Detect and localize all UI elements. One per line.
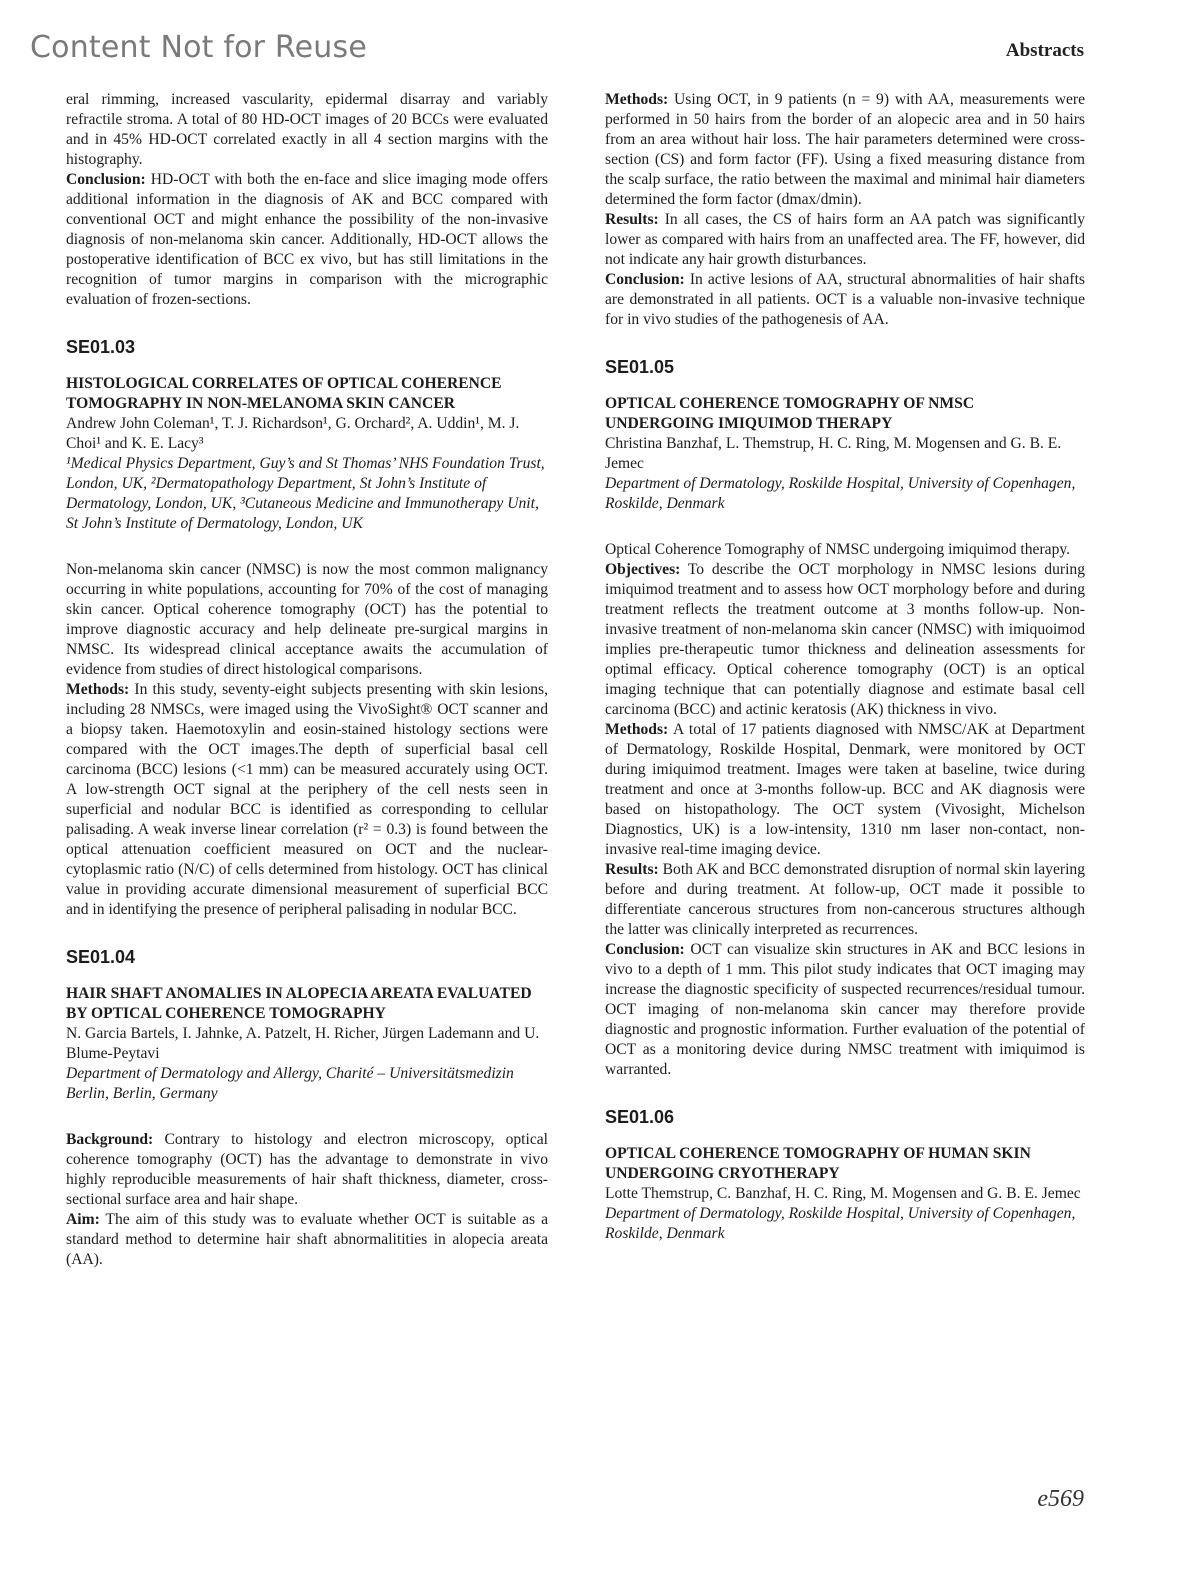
- conclusion-paragraph-se0104: [605, 270, 1085, 330]
- objectives-paragraph-se0105: [605, 560, 1085, 720]
- intro-paragraph-se0105: Optical Coherence Tomography of NMSC undergoing imiquimod therapy.: [605, 541, 1071, 558]
- results-paragraph-se0105: [605, 860, 1085, 940]
- abstract-title-se0104: HAIR SHAFT ANOMALIES IN ALOPECIA AREATA EVALUATED BY OPTICAL COHERENCE TOMOGRAPHY: [66, 985, 532, 1022]
- methods-label: Methods:: [605, 721, 669, 738]
- conclusion-label: Conclusion:: [605, 941, 685, 958]
- affiliations-se0106: Department of Dermatology, Roskilde Hospital, University of Copenhagen, Roskilde, Denmark: [605, 1205, 1076, 1242]
- conclusion-text: OCT can visualize skin structures in AK and BCC lesions in vivo to a depth of 1 mm. This pilot study indicates that OCT imaging may increase the diagnostic specificity of suspected recurrences/residual tumour. OCT imaging of non-melanoma skin cancer may therefore provide diagnostic and prognostic information. Further evaluation of the potential of OCT as a monitoring device during NMSC treatment with imiquimod is warranted.: [605, 941, 1085, 1078]
- results-text: Both AK and BCC demonstrated disruption of normal skin layering before and during treatment. At follow-up, OCT made it possible to differentiate cancerous structures from non-cancerous structures although the latter was clinically interpreted as recurrences.: [605, 861, 1085, 938]
- right-column: [605, 90, 1085, 1244]
- conclusion-label: Conclusion:: [66, 171, 146, 188]
- background-text: Contrary to histology and electron microscopy, optical coherence tomography (OCT) has the advantage to demonstrate in vivo highly reproducible measurements of hair shaft thickness, diameter, cross-sectional surface area and hair shape.: [66, 1131, 548, 1208]
- results-label: Results:: [605, 861, 659, 878]
- affiliations-se0103: ¹Medical Physics Department, Guy’s and St Thomas’ NHS Foundation Trust, London, UK, ²Dermatopathology Department, St John’s Institute of Dermatology, London, UK, ³Cutaneous Medicine and Immunotherapy Unit, St John’s Institute of Dermatology, London, UK: [66, 455, 545, 532]
- abstract-code-se0103: SE01.03: [66, 337, 136, 357]
- spacer: [605, 514, 1085, 534]
- background-label: Background:: [66, 1131, 154, 1148]
- authors-se0104: N. Garcia Bartels, I. Jahnke, A. Patzelt, H. Richer, Jürgen Lademann and U. Blume-Peytavi: [66, 1025, 540, 1062]
- left-column: [66, 90, 548, 1270]
- objectives-text: To describe the OCT morphology in NMSC lesions during imiquimod treatment and to assess how OCT morphology before and during treatment reflects the treatment outcome at 3 months follow-up. Non-invasive treatment of non-melanoma skin cancer (NMSC) with imiquoimod implies pre-therapeutic tumor thickness and delineation assessments for optimal efficacy. Optical coherence tomography (OCT) is an optical imaging technique that can potentially diagnose and estimate basal cell carcinoma (BCC) and actinic keratosis (AK) thickness in vivo.: [605, 561, 1085, 718]
- methods-label: Methods:: [605, 91, 669, 108]
- background-paragraph-se0104: [66, 1130, 548, 1210]
- authors-se0105: Christina Banzhaf, L. Themstrup, H. C. Ring, M. Mogensen and G. B. E. Jemec: [605, 435, 1062, 472]
- conclusion-text: HD-OCT with both the en-face and slice imaging mode offers additional information in the diagnosis of AK and BCC compared with conventional OCT and might enhance the possibility of the non-invasive diagnosis of non-melanoma skin cancer. Additionally, HD-OCT allows the postoperative identification of BCC ex vivo, but has still limitations in the recognition of tumor margins in comparison with the micrographic evaluation of frozen-sections.: [66, 171, 548, 308]
- methods-paragraph-se0103: [66, 680, 548, 920]
- continuation-paragraph: eral rimming, increased vascularity, epidermal disarray and variably refractile stroma. A total of 80 HD-OCT images of 20 BCCs were evaluated and in 45% HD-OCT correlated exactly in all 4 section margins with the histography.: [66, 91, 548, 168]
- authors-se0103: Andrew John Coleman¹, T. J. Richardson¹, G. Orchard², A. Uddin¹, M. J. Choi¹ and K. E. Lacy³: [66, 415, 520, 452]
- conclusion-paragraph: [66, 170, 548, 310]
- watermark: Content Not for Reuse: [30, 30, 367, 65]
- methods-text: A total of 17 patients diagnosed with NMSC/AK at Department of Dermatology, Roskilde Hospital, Denmark, were monitored by OCT during imiquimod treatment. Images were taken at baseline, twice during treatment and once at 3-months follow-up. BCC and AK diagnosis were based on histopathology. The OCT system (Vivosight, Michelson Diagnostics, UK) is a low-intensity, 1310 nm laser non-contact, non-invasive real-time imaging device.: [605, 721, 1085, 858]
- intro-paragraph-se0103: Non-melanoma skin cancer (NMSC) is now the most common malignancy occurring in white populations, accounting for 70% of the cost of managing skin cancer. Optical coherence tomography (OCT) has the potential to improve diagnostic accuracy and help delineate pre-surgical margins in NMSC. Its widespread clinical acceptance awaits the accumulation of evidence from studies of direct histological comparisons.: [66, 561, 548, 678]
- conclusion-label: Conclusion:: [605, 271, 685, 288]
- spacer: [66, 534, 548, 554]
- abstract-title-se0106: OPTICAL COHERENCE TOMOGRAPHY OF HUMAN SKIN UNDERGOING CRYOTHERAPY: [605, 1145, 1031, 1182]
- aim-label: Aim:: [66, 1211, 100, 1228]
- methods-paragraph-se0105: [605, 720, 1085, 860]
- affiliations-se0105: Department of Dermatology, Roskilde Hospital, University of Copenhagen, Roskilde, Denmark: [605, 475, 1076, 512]
- page-number: e569: [1037, 1486, 1084, 1512]
- methods-text: Using OCT, in 9 patients (n = 9) with AA, measurements were performed in 50 hairs from the border of an alopecic area and in 50 hairs from an area without hair loss. The hair parameters determined were cross-section (CS) and form factor (FF). Using a fixed measuring distance from the scalp surface, the ratio between the maximal and minimal hair diameters determined the form factor (dmax/dmin).: [605, 91, 1085, 208]
- aim-text: The aim of this study was to evaluate whether OCT is suitable as a standard method to determine hair shaft abnormalitities in alopecia areata (AA).: [66, 1211, 548, 1268]
- methods-label: Methods:: [66, 681, 130, 698]
- abstract-code-se0104: SE01.04: [66, 947, 136, 967]
- abstract-title-se0105: OPTICAL COHERENCE TOMOGRAPHY OF NMSC UNDERGOING IMIQUIMOD THERAPY: [605, 395, 975, 432]
- abstract-code-se0105: SE01.05: [605, 357, 675, 377]
- affiliations-se0104: Department of Dermatology and Allergy, Charité – Universitätsmedizin Berlin, Berlin, Germany: [66, 1065, 514, 1102]
- results-label: Results:: [605, 211, 659, 228]
- spacer: [66, 1104, 548, 1124]
- objectives-label: Objectives:: [605, 561, 681, 578]
- conclusion-paragraph-se0105: [605, 940, 1085, 1080]
- conclusion-text: In active lesions of AA, structural abnormalities of hair shafts are demonstrated in all patients. OCT is a valuable non-invasive technique for in vivo studies of the pathogenesis of AA.: [605, 271, 1085, 328]
- results-paragraph-se0104: [605, 210, 1085, 270]
- authors-se0106: Lotte Themstrup, C. Banzhaf, H. C. Ring, M. Mogensen and G. B. E. Jemec: [605, 1185, 1081, 1202]
- methods-paragraph-se0104-cont: [605, 90, 1085, 210]
- results-text: In all cases, the CS of hairs form an AA patch was significantly lower as compared with hairs from an unaffected area. The FF, however, did not indicate any hair growth disturbances.: [605, 211, 1085, 268]
- aim-paragraph-se0104: [66, 1210, 548, 1270]
- running-head: Abstracts: [1005, 40, 1084, 61]
- abstract-title-se0103: HISTOLOGICAL CORRELATES OF OPTICAL COHERENCE TOMOGRAPHY IN NON-MELANOMA SKIN CANCER: [66, 375, 502, 412]
- abstract-code-se0106: SE01.06: [605, 1107, 675, 1127]
- methods-text: In this study, seventy-eight subjects presenting with skin lesions, including 28 NMSCs, were imaged using the VivoSight® OCT scanner and a biopsy taken. Haemotoxylin and eosin-stained histology sections were compared with the OCT images.The depth of superficial basal cell carcinoma (BCC) lesions (<1 mm) can be measured accurately using OCT. A low-strength OCT signal at the periphery of the cell nests seen in superficial and nodular BCC is identified as corresponding to cellular palisading. A weak inverse linear correlation (r² = 0.3) is found between the optical attenuation coefficient measured on OCT and the nuclear-cytoplasmic ratio (N/C) of cells determined from histology. OCT has clinical value in providing accurate dimensional measurement of superficial BCC and in identifying the presence of peripheral palisading in nodular BCC.: [66, 681, 548, 918]
